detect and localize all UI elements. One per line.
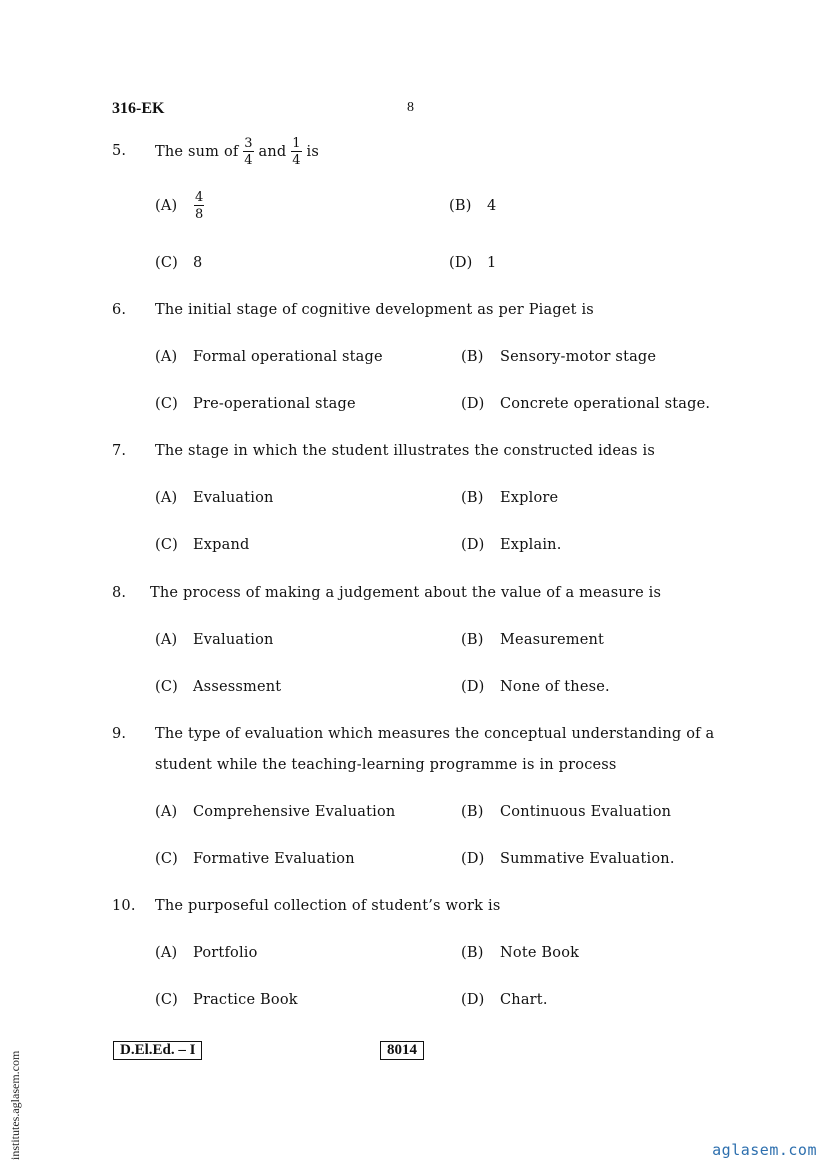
option-label: (A)	[155, 349, 178, 365]
option-label: (A)	[155, 632, 178, 648]
fraction-denominator: 4	[292, 153, 301, 168]
option-text: Evaluation	[193, 490, 274, 506]
question-stem: The initial stage of cognitive development as per Piaget is	[155, 302, 594, 318]
option-label: (C)	[155, 255, 179, 271]
paper-code: 316-EK	[112, 100, 165, 117]
option-label: (B)	[461, 804, 484, 820]
question-stem	[155, 137, 319, 167]
option-label: (B)	[461, 490, 484, 506]
fraction-numerator: 4	[195, 190, 204, 205]
stem-text: The sum of	[155, 144, 239, 160]
question-number: 8.	[112, 585, 127, 601]
option-text: Explore	[500, 490, 559, 506]
option-label: (B)	[461, 632, 484, 648]
fraction	[291, 137, 301, 167]
option-text: 1	[487, 255, 497, 271]
site-watermark[interactable]: aglasem.com	[712, 1141, 817, 1159]
question-number: 5.	[112, 143, 127, 159]
stem-text: and	[258, 144, 287, 160]
option-label: (C)	[155, 992, 179, 1008]
option-text: Formal operational stage	[193, 349, 383, 365]
option-text: Explain.	[500, 537, 562, 553]
stem-text: is	[306, 144, 320, 160]
option-label: (D)	[461, 992, 485, 1008]
option-label: (D)	[461, 396, 485, 412]
option-label: (A)	[155, 490, 178, 506]
question-number: 9.	[112, 726, 127, 742]
fraction	[194, 191, 204, 221]
question-number: 6.	[112, 302, 127, 318]
option-label: (B)	[461, 349, 484, 365]
option-text: Comprehensive Evaluation	[193, 804, 396, 820]
option-text: Measurement	[500, 632, 605, 648]
option-text: Expand	[193, 537, 250, 553]
option-text: Concrete operational stage.	[500, 396, 711, 412]
option-label: (D)	[449, 255, 473, 271]
question-stem: The purposeful collection of student’s work is	[155, 898, 501, 914]
fraction-denominator: 8	[195, 207, 204, 222]
question-number: 7.	[112, 443, 127, 459]
option-label: (B)	[461, 945, 484, 961]
option-text: None of these.	[500, 679, 610, 695]
option-label: (A)	[155, 945, 178, 961]
question-stem: The stage in which the student illustrates the constructed ideas is	[155, 443, 655, 459]
option-text: Pre-operational stage	[193, 396, 356, 412]
fraction-numerator: 3	[244, 136, 253, 151]
option-label: (C)	[155, 679, 179, 695]
option-text: Summative Evaluation.	[500, 851, 675, 867]
option-label: (C)	[155, 537, 179, 553]
option-text: 4	[487, 198, 497, 214]
option-text: Continuous Evaluation	[500, 804, 672, 820]
option-label: (D)	[461, 537, 485, 553]
paper-code-box: 8014	[380, 1041, 424, 1060]
option-text: Practice Book	[193, 992, 298, 1008]
side-watermark: institutes.aglasem.com	[8, 1050, 22, 1160]
option-label: (A)	[155, 804, 178, 820]
question-stem-line-1: The type of evaluation which measures the conceptual understanding of a	[155, 726, 715, 742]
option-text: Note Book	[500, 945, 580, 961]
option-label: (A)	[155, 198, 178, 214]
question-stem-line-2: student while the teaching-learning programme is in process	[155, 757, 617, 773]
fraction	[243, 137, 253, 167]
option-fraction	[194, 191, 204, 221]
option-label: (D)	[461, 679, 485, 695]
question-number: 10.	[112, 898, 136, 914]
option-label: (B)	[449, 198, 472, 214]
option-text: Evaluation	[193, 632, 274, 648]
option-label: (C)	[155, 396, 179, 412]
page-number: 8	[407, 100, 414, 115]
option-text: 8	[193, 255, 203, 271]
option-text: Sensory-motor stage	[500, 349, 657, 365]
option-text: Assessment	[193, 679, 282, 695]
course-label-box: D.El.Ed. – I	[113, 1041, 202, 1060]
fraction-denominator: 4	[244, 153, 253, 168]
option-text: Chart.	[500, 992, 548, 1008]
option-label: (C)	[155, 851, 179, 867]
option-label: (D)	[461, 851, 485, 867]
option-text: Portfolio	[193, 945, 258, 961]
question-stem: The process of making a judgement about the value of a measure is	[150, 585, 662, 601]
fraction-numerator: 1	[292, 136, 301, 151]
option-text: Formative Evaluation	[193, 851, 355, 867]
